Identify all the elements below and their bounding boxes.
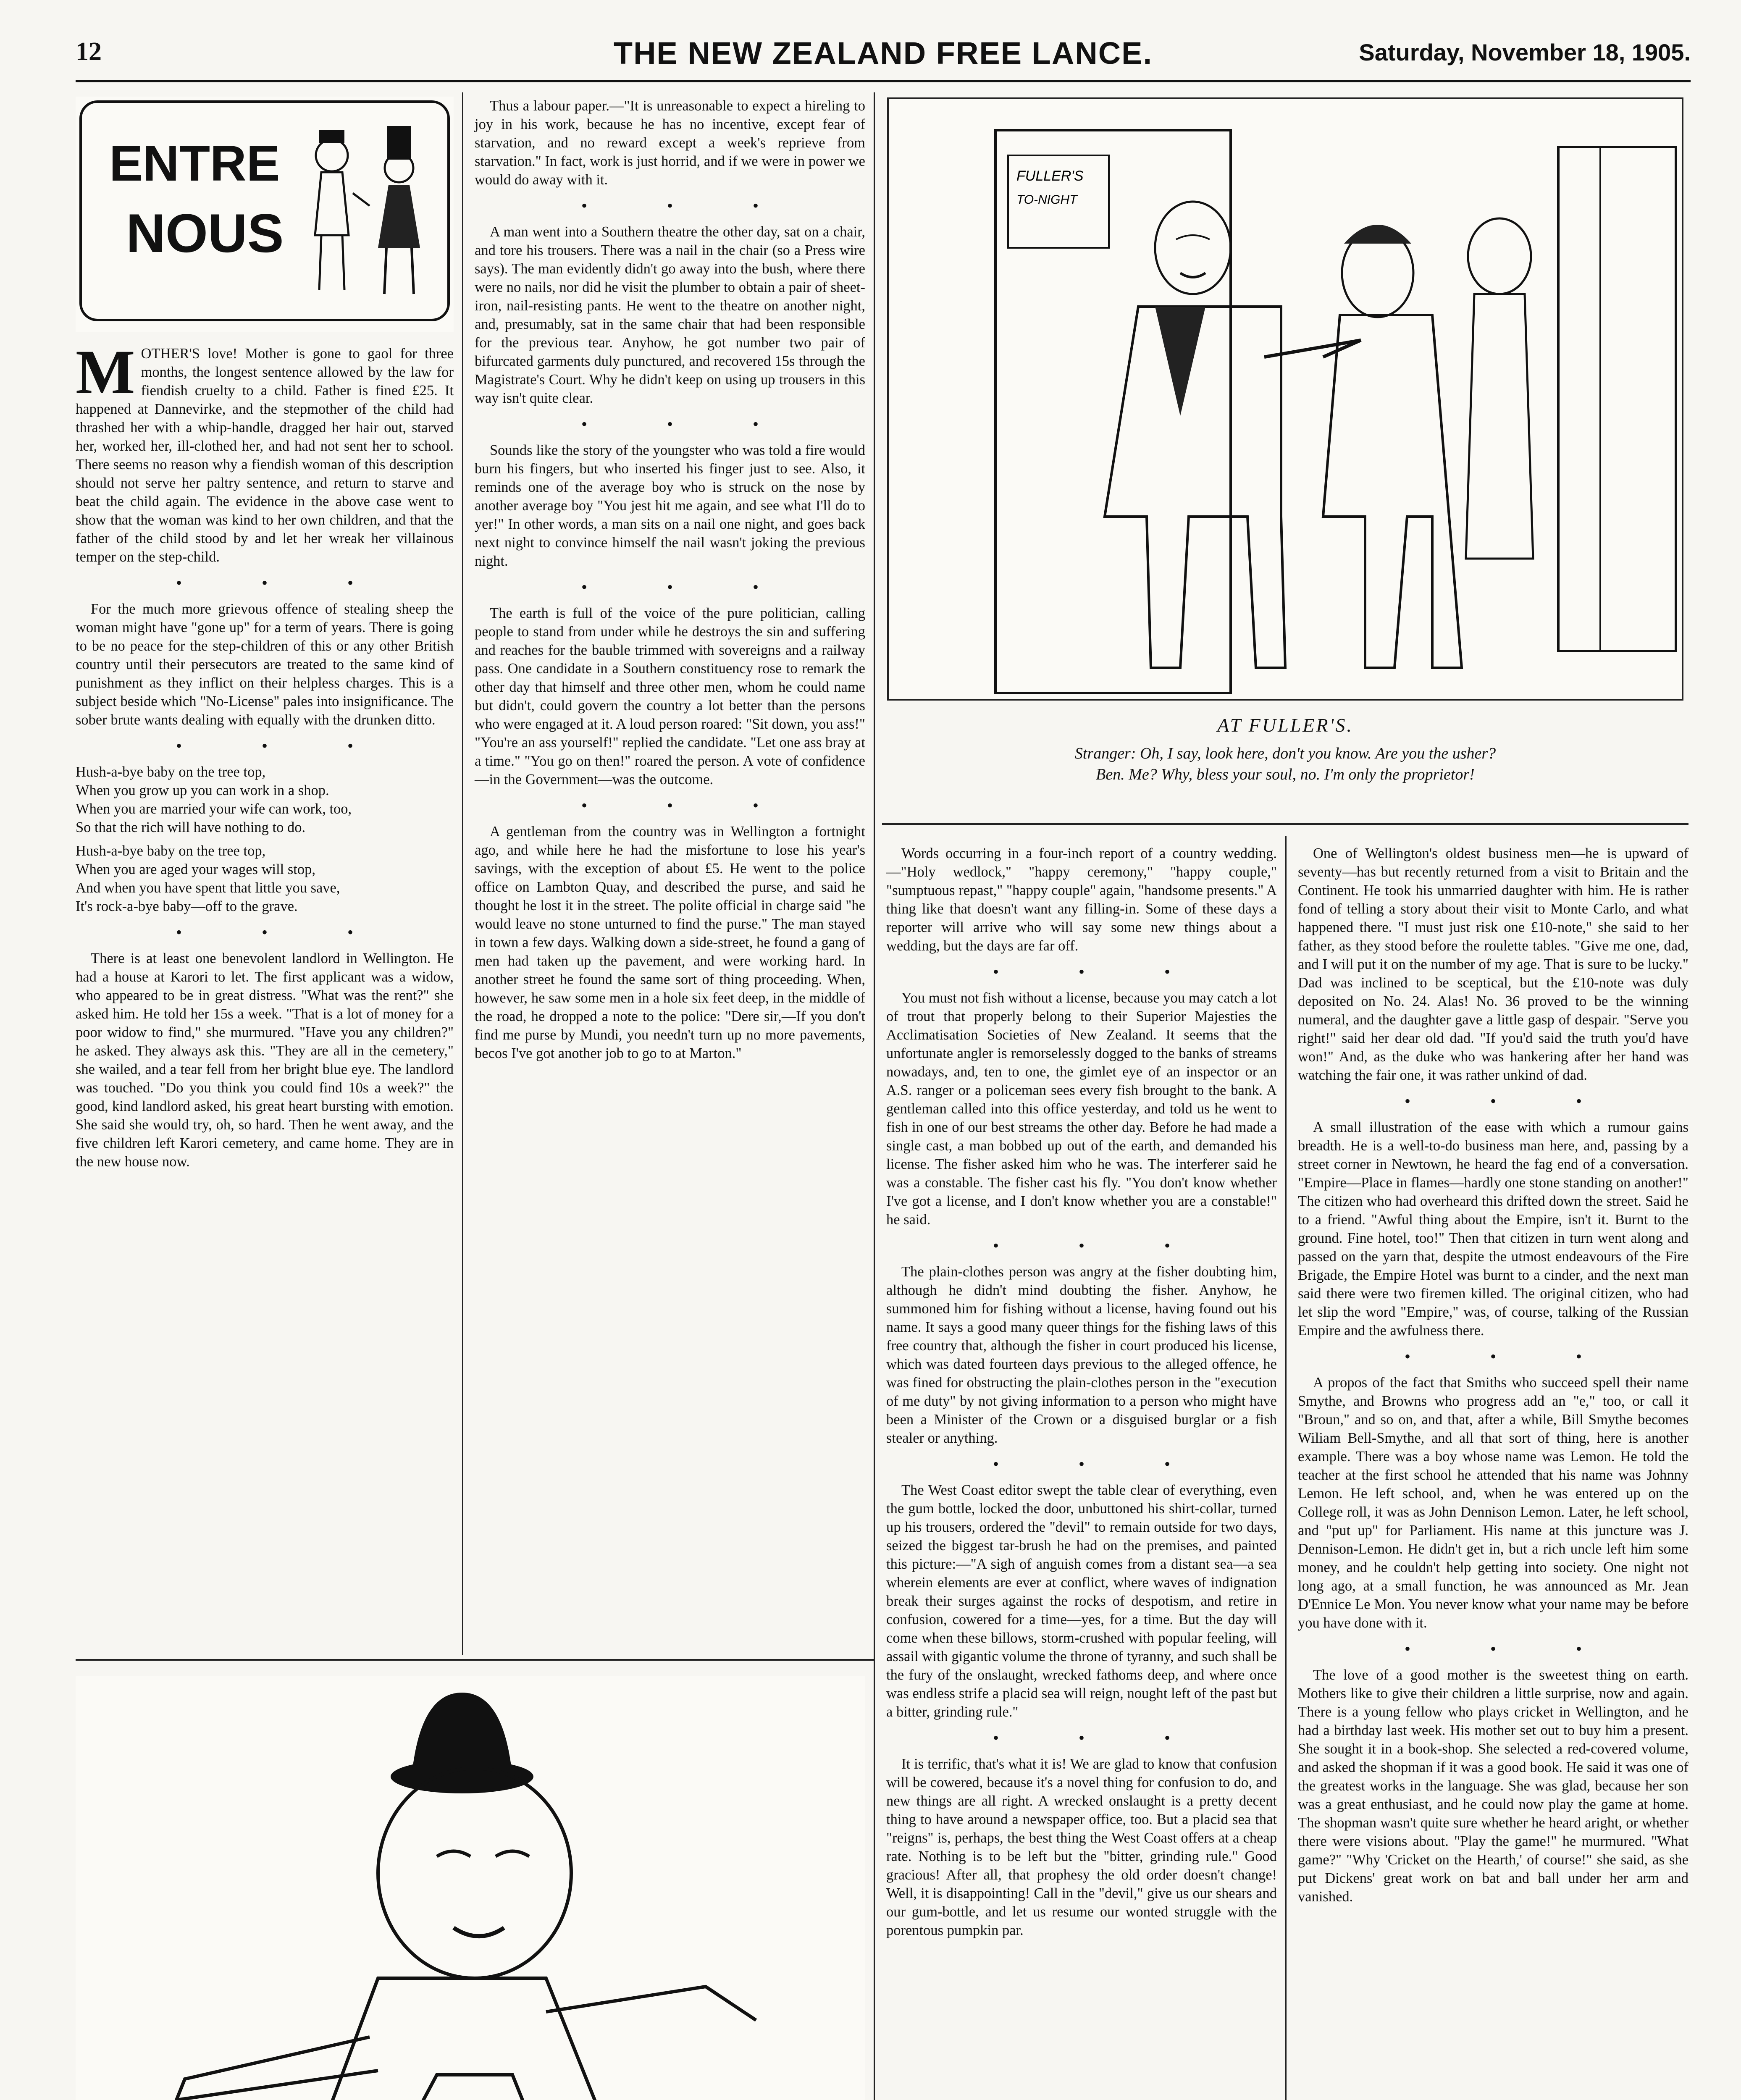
verse-line: So that the rich will have nothing to do. [76,819,306,835]
entre-nous-logo-drawing [76,97,454,332]
logo-text-nous: NOUS [126,202,284,264]
column-rule [874,836,875,2100]
column-1 [76,337,454,1175]
separator: • • • [176,923,391,942]
verse-line: And when you have spent that little you save, [76,880,340,896]
separator: • • • [581,796,796,815]
drop-cap: M [76,337,135,407]
newspaper-title: THE NEW ZEALAND FREE LANCE. [613,36,1153,71]
article-paragraph: Thus a labour paper.—"It is unreasonable to expect a hireling to joy in his work, because he has no incentive, except fear of starvation, and no reward except a week's reprieve from starvation." In fact, work is just horrid, and if we were in power we would do away with it. [475,98,865,188]
column-3 [886,844,1277,1944]
fullers-sign-line2: TO-NIGHT [1016,193,1077,207]
issue-date: Saturday, November 18, 1905. [1359,39,1691,66]
column-rule [1285,836,1287,2100]
verse-line: It's rock-a-bye baby—off to the grave. [76,898,298,914]
cartoon-excuse-me [76,1676,865,2100]
entre-nous-logo [76,97,454,332]
column-rule [462,92,463,1655]
article-paragraph: You must not fish without a license, because you may catch a lot of trout that properly belong to their Superior Majesties the Acclimatisation Societies of New Zealand. It seems that the unfortunate angler is remorselessly dogged to the banks of streams nowadays, and, ten to one, the gimlet eye of an inspector or an A.S. ranger or a policeman sees every fish brought to the bank. A gentleman called into this office yesterday, and told us he went to fish in one of our best streams the other day. Before he had made a single cast, a man bobbed up out of the earth, and demanded his license. The fisher asked him who he was. The interferer said he was a constable. The fisher cast his fly. "You don't know whether I've got a license, and I don't know whether you are a constable!" he said. [886,990,1277,1228]
column-4 [1298,844,1688,1910]
verse-line: Hush-a-bye baby on the tree top, [76,843,266,859]
separator: • • • [176,573,391,592]
separator: • • • [1404,1347,1620,1366]
article-text: OTHER'S love! Mother is gone to gaol for three months, the longest sentence allowed by the law for fiendish cruelty to a child. Father is fined £25. It happened at Dannevirke, and the stepmother of the child had thrashed her with a whip-handle, dragged her hair out, starved her, worked her, ill-clothed her, and had not sent her to school. There seems no reason why a fiendish woman of this description should not serve her paltry sentence, and return to starve and beat the child again. The evidence in the above case went to show that the woman was kind to her own children, and that the father of the child stood by and let her wreak her villainous temper on the step-child. [76,346,454,565]
separator: • • • [581,196,796,215]
article-paragraph: Words occurring in a four-inch report of a country wedding.—"Holy wedlock," "happy ceremony," "happy couple," "sumptuous repast," "happy couple" again, "handsome presents." A thing like that doesn't want any filling-in. Some of these days a reporter will arrive who will say some new things about a wedding, but the days are far off. [886,845,1277,954]
verse-2 [76,842,454,916]
separator: • • • [993,1728,1208,1747]
separator: • • • [1404,1639,1620,1658]
section-rule [76,1659,874,1661]
article-paragraph: The earth is full of the voice of the pure politician, calling people to stand from under while he destroys the sin and suffering and reaches for the bauble trimmed with sovereigns and a railway pass. One candidate in a Southern constituency rose to remark the other day that himself and three other men, whom he could name but didn't, could govern the country a lot better than the persons who were engaged at it. A loud person roared: "Sit down, you ass!" "You're an ass yourself!" replied the candidate. "Let one ass bray at a time." "You go on then!" roared the person. A vote of confidence—in the Government—was the outcome. [475,605,865,788]
article-paragraph: The love of a good mother is the sweetest thing on earth. Mothers like to give their children a little surprise, now and again. There is a young fellow who plays cricket in Wellington, and he had a birthday last week. His mother set out to buy him a present. She sought it in a book-shop. She selected a red-covered volume, and asked the shopman if it was a good book. He said it was one of the greatest works in the language. She was glad, because her son was a great enthusiast, and he could now play the game at home. The shopman wasn't quite sure whether he heard aright, or whether there were visions about. "Play the game!" he murmured. "What game?" "Why 'Cricket on the Hearth,' of course!" she said, as she put Dickens' great work on bat and ball under her arm and vanished. [1298,1667,1688,1905]
cartoon-top-caption-2: Ben. Me? Why, bless your soul, no. I'm only the proprietor! [1096,766,1475,783]
separator: • • • [1404,1092,1620,1110]
article-paragraph [76,337,454,566]
verse-line: When you are married your wife can work, too, [76,801,352,817]
article-paragraph: It is terrific, that's what it is! We are glad to know that confusion will be cowered, because it's a novel thing for confusion to do, and new things are all right. A wrecked onslaught is a pretty decent thing to have around a newspaper office, too. But a placid sea that "reigns" is, perhaps, the best thing the West Coast offers at a cheap rate. Nothing is to be left but the "bitter, grinding rule." Good gracious! After all, that prophesy the old order doesn't change! Well, it is disappointing! Call in the "devil," give us our shears and our gum-bottle, and let us resume our wonted struggle with the porentous pumpkin par. [886,1756,1277,1938]
cartoon-excuse-me-drawing [76,1676,865,2100]
article-paragraph: One of Wellington's oldest business men—he is upward of seventy—has but recently returned from a visit to Britain and the Continent. He took his unmarried daughter with him. He is rather fond of telling a story about their visit to Monte Carlo, and what happened there. "I must just risk one £10-note," she said to her father, as they stood before the roulette tables. "Give me one, dad, and I will put it on the number of my age. That is sure to be lucky." Dad was inclined to be sceptical, but the £10-note was duly deposited on No. 24. Alas! No. 36 proved to be the winning numeral, and the daughter gave a little gasp of despair. "Serve you right!" said her dear old dad. "If you'd said the truth you'd have won!" And, as the duke who was hankering after her hand was watching the fair one, it was rather unkind of dad. [1298,845,1688,1083]
article-paragraph: The plain-clothes person was angry at the fisher doubting him, although he didn't mind doubting the fisher. Anyhow, he summoned him for fishing without a license, having found out his name. It says a good many queer things for the fishing laws of this free country that, although the fisher in court produced his license, which was dated fourteen days previous to the alleged offence, he was fined for obstructing the plain-clothes person in the "execution of me duty" by not giving information to a person who might have been a Minister of the Crown or a disguised burglar or a fish stealer or anything. [886,1264,1277,1446]
article-paragraph: The West Coast editor swept the table clear of everything, even the gum bottle, locked the door, unbuttoned his shirt-collar, turned up his trousers, ordered the "devil" to remain outside for two days, seized the biggest tar-brush he had on the premises, and painted this picture:—"A sigh of anguish comes from a distant sea—a sea wherein elements are ever at conflict, where waves of indignation break their surges against the rocks of despotism, and retire in confusion, cowered for a time—yes, for a time. But the day will come when these billows, storm-crushed with popular feeling, will assail with gigantic volume the throne of tyranny, and such shall be the fury of the onslaught, wrecked fathoms deep, and where once was endless strife a placid sea will reign, nought left of the past but a bitter, grinding rule." [886,1482,1277,1720]
separator: • • • [176,736,391,755]
section-rule [882,823,1688,825]
column-2 [475,97,865,1067]
page-number: 12 [76,37,102,66]
logo-text-entre: ENTRE [109,135,280,192]
cartoon-top-title: AT FULLER'S. [1217,714,1353,736]
article-paragraph: A gentleman from the country was in Wellington a fortnight ago, and while here he had the misfortune to lose his year's savings, with the exception of about £5. He went to the police office on Lambton Quay, and described the purse, and said he thought he lost it in the street. The polite official in charge said "he would leave no stone unturned to find the purse." The man stayed in town a few days. Walking down a side-street, he found a gang of men had taken up the pavement, and were working hard. In another street he found the same sort of thing proceeding. When, however, he saw some men in a hole six feet deep, in the middle of the road, he dropped a note to the police: "Dere sir,—If you don't find me purse by Mundi, you needn't turn up no more pavements, becos I've got another job to go to at Marton." [475,824,865,1061]
verse-line: When you grow up you can work in a shop. [76,782,329,798]
separator: • • • [993,1236,1208,1255]
article-paragraph: A small illustration of the ease with which a rumour gains breadth. He is a well-to-do business man here, and, passing by a street corner in Newtown, he heard the fag end of a conversation. "Empire—Place in flames—hardly one stone standing on another!" The citizen who had overheard this drifted down the street. Said he to a friend. "Awful thing about the Empire, isn't it. Burnt to the ground. Fine hotel, too!" Then that citizen in turn went along and passed on the yarn that, despite the utmost endeavours of the Fire Brigade, the Empire Hotel was burnt to a cinder, and the next man said there were two firemen killed. The original citizen, who had let slip the word "Empire," was, of course, talking of the Russian Empire and the awfulness there. [1298,1119,1688,1339]
article-paragraph: For the much more grievous offence of stealing sheep the woman might have "gone up" for a term of years. There is going to be no peace for the step-children of this or any other British country until their persecutors are treated to the same kind of punishment as they inflict on their helpless charges. This is a subject beside which "No-License" pales into insignificance. The sober brute wants dealing with equally with the drunken ditto. [76,601,454,728]
article-paragraph: A man went into a Southern theatre the other day, sat on a chair, and tore his trousers. There was a nail in the chair (so a Press wire says). The man evidently didn't go away into the bush, where there were no nails, nor did he visit the plumber to obtain a pair of sheet-iron, nail-resisting pants. He went to the theatre on another night, and, presumably, sat in the same chair that had been responsible for the previous tear. Anyhow, he got number two pair of bifurcated garments duly punctured, and recovered 15s through the Magistrate's Court. Why he didn't keep on using up trousers in this way isn't quite clear. [475,224,865,406]
separator: • • • [581,415,796,433]
article-paragraph: Sounds like the story of the youngster who was told a fire would burn his fingers, but who inserted his finger just to see. Also, it reminds one of the average boy who is struck on the nose by another average boy "You jest hit me again, and see what I'll do to yer!" In other words, a man sits on a nail one night, and goes back next night to convince himself the nail wasn't joking the previous night. [475,442,865,569]
masthead [76,34,1691,82]
separator: • • • [581,578,796,596]
article-paragraph: There is at least one benevolent landlord in Wellington. He had a house at Karori to let. The first applicant was a widow, who appeared to be in great distress. "What was the rent?" she asked him. He told her 15s a week. "That is a lot of money for a poor widow to find," she murmured. "Have you any children?" he asked. They always ask this. "They are all in the cemetery," she wailed, and a tear fell from her bright blue eye. The landlord was touched. "Do you think you could find 10s a week?" the good, kind landlord asked, his great heart bursting with emotion. She said she would try, oh, so hard. Then he went away, and the five children left Karori cemetery, and came home. They are in the new house now. [76,950,454,1170]
separator: • • • [993,962,1208,981]
cartoon-top-caption-1: Stranger: Oh, I say, look here, don't you know. Are you the usher? [1074,745,1496,762]
cartoon-at-fullers-drawing [886,97,1684,701]
fullers-sign-line1: FULLER'S [1016,168,1084,184]
article-paragraph: A propos of the fact that Smiths who succeed spell their name Smythe, and Browns who progress add an "e," too, or call it "Broun," and so on, and that, after a while, Bill Smythe becomes Wiliam Bell-Smythe, and all that sort of thing, here is another example. There was a boy whose name was Lemon. He told the teacher at the first school he attended that his name was Johnny Lemon. He left school, and, when he was entered up on the College roll, it was as John Dennison Lemon. Later, he left school, and "put up" for Parliament. His name at this juncture was J. Dennison-Lemon. He didn't get in, but a rich uncle left him some money, and he couldn't help getting into society. One night not long ago, at a small function, he was announced as Mr. Jean D'Ennice Le Mon. You never know what your name may be before you have done with it. [1298,1375,1688,1631]
verse-1 [76,763,454,837]
separator: • • • [993,1454,1208,1473]
verse-line: When you are aged your wages will stop, [76,861,316,877]
verse-line: Hush-a-bye baby on the tree top, [76,764,266,780]
cartoon-at-fullers [886,97,1684,701]
